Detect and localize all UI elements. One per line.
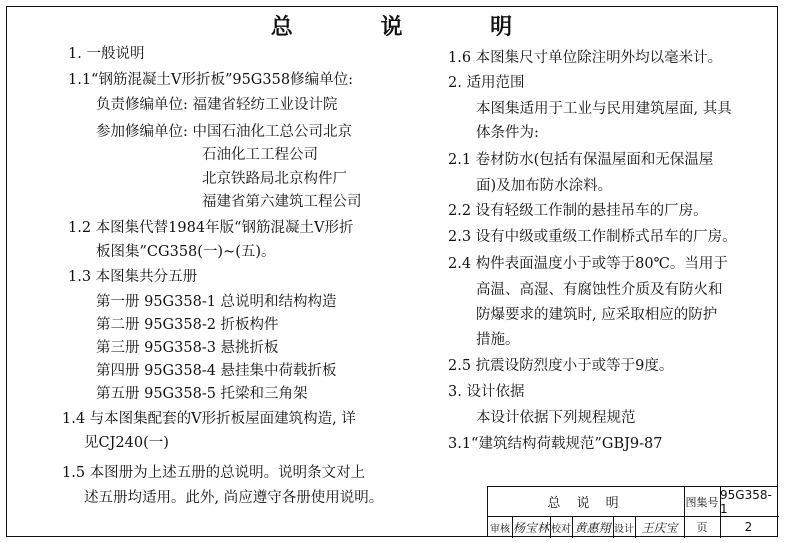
text-line: 2.4 构件表面温度小于或等于80℃。当用于 [448,256,728,272]
text-line: 高温、高湿、有腐蚀性介质及有防火和 [476,282,723,298]
title-char: 说 [380,15,405,40]
text-line: 石油化工工程公司 [202,147,318,163]
section-heading: 1.3 本图集共分五册 [68,269,198,285]
title-block [487,486,778,537]
text-line: 措施。 [476,332,520,348]
review-label: 审核 [490,523,510,535]
text-line: 负责修编单位: 福建省轻纺工业设计院 [96,97,338,113]
page-number: 2 [744,520,753,534]
text-line: 2.3 设有中级或重级工作制桥式吊车的厂房。 [448,229,737,245]
text-line: 防爆要求的建筑时, 应采取相应的防护 [476,307,718,323]
text-line: 2.1 卷材防水(包括有保温屋面和无保温屋 [448,152,714,168]
section-heading: 3. 设计依据 [448,384,525,400]
page-label: 页 [696,521,708,534]
page-title [0,10,785,41]
text-line: 面)及加布防水涂料。 [476,178,613,194]
text-line: 述五册均适用。此外, 尚应遵守各册使用说明。 [84,490,384,506]
text-line: 本设计依据下列规程规范 [476,410,636,426]
text-line: 本图集适用于工业与民用建筑屋面, 其具 [476,101,732,117]
text-line: 1.6 本图集尺寸单位除注明外均以毫米计。 [448,50,723,66]
design-signature: 王庆宝 [641,520,678,535]
check-label: 校对 [551,523,571,535]
list-item: 第三册 95G358-3 悬挑折板 [96,340,279,356]
text-line: 参加修编单位: 中国石油化工总公司北京 [96,124,352,140]
title-char: 总 [270,15,295,40]
review-signature: 杨宝林 [512,520,549,535]
atlas-number: 95G358-1 [720,487,772,516]
text-line: 1.4 与本图集配套的V形折板屋面建筑构造, 详 [62,411,356,427]
text-line: 2.5 抗震设防烈度小于或等于9度。 [448,358,674,374]
list-item: 第一册 95G358-1 总说明和结构构造 [96,294,337,310]
list-item: 第四册 95G358-4 悬挂集中荷载折板 [96,363,337,379]
text-line: 3.1“建筑结构荷载规范”GBJ9-87 [448,436,663,452]
text-line: 1.1“钢筋混凝土V形折板”95G358修编单位: [68,72,353,88]
text-line: 见CJ240(一) [84,435,169,451]
text-line: 1.2 本图集代替1984年版“钢筋混凝土V形折 [68,220,354,236]
section-heading: 2. 适用范围 [448,75,525,91]
check-signature: 黄惠翔 [574,520,611,535]
text-line: 1.5 本图册为上述五册的总说明。说明条文对上 [62,465,366,481]
text-line: 板图集”CG358(一)~(五)。 [96,244,276,260]
text-line: 福建省第六建筑工程公司 [202,194,362,210]
list-item: 第二册 95G358-2 折板构件 [96,317,279,333]
title-char: 明 [490,15,515,40]
text-line: 北京铁路局北京构件厂 [202,171,347,187]
drawing-name: 总 说 明 [547,496,625,511]
section-heading: 1. 一般说明 [68,46,145,62]
atlas-label: 图集号 [685,495,719,509]
text-line: 体条件为: [476,125,539,141]
design-label: 设计 [614,523,634,535]
list-item: 第五册 95G358-5 托梁和三角架 [96,386,308,402]
text-line: 2.2 设有轻级工作制的悬挂吊车的厂房。 [448,203,708,219]
